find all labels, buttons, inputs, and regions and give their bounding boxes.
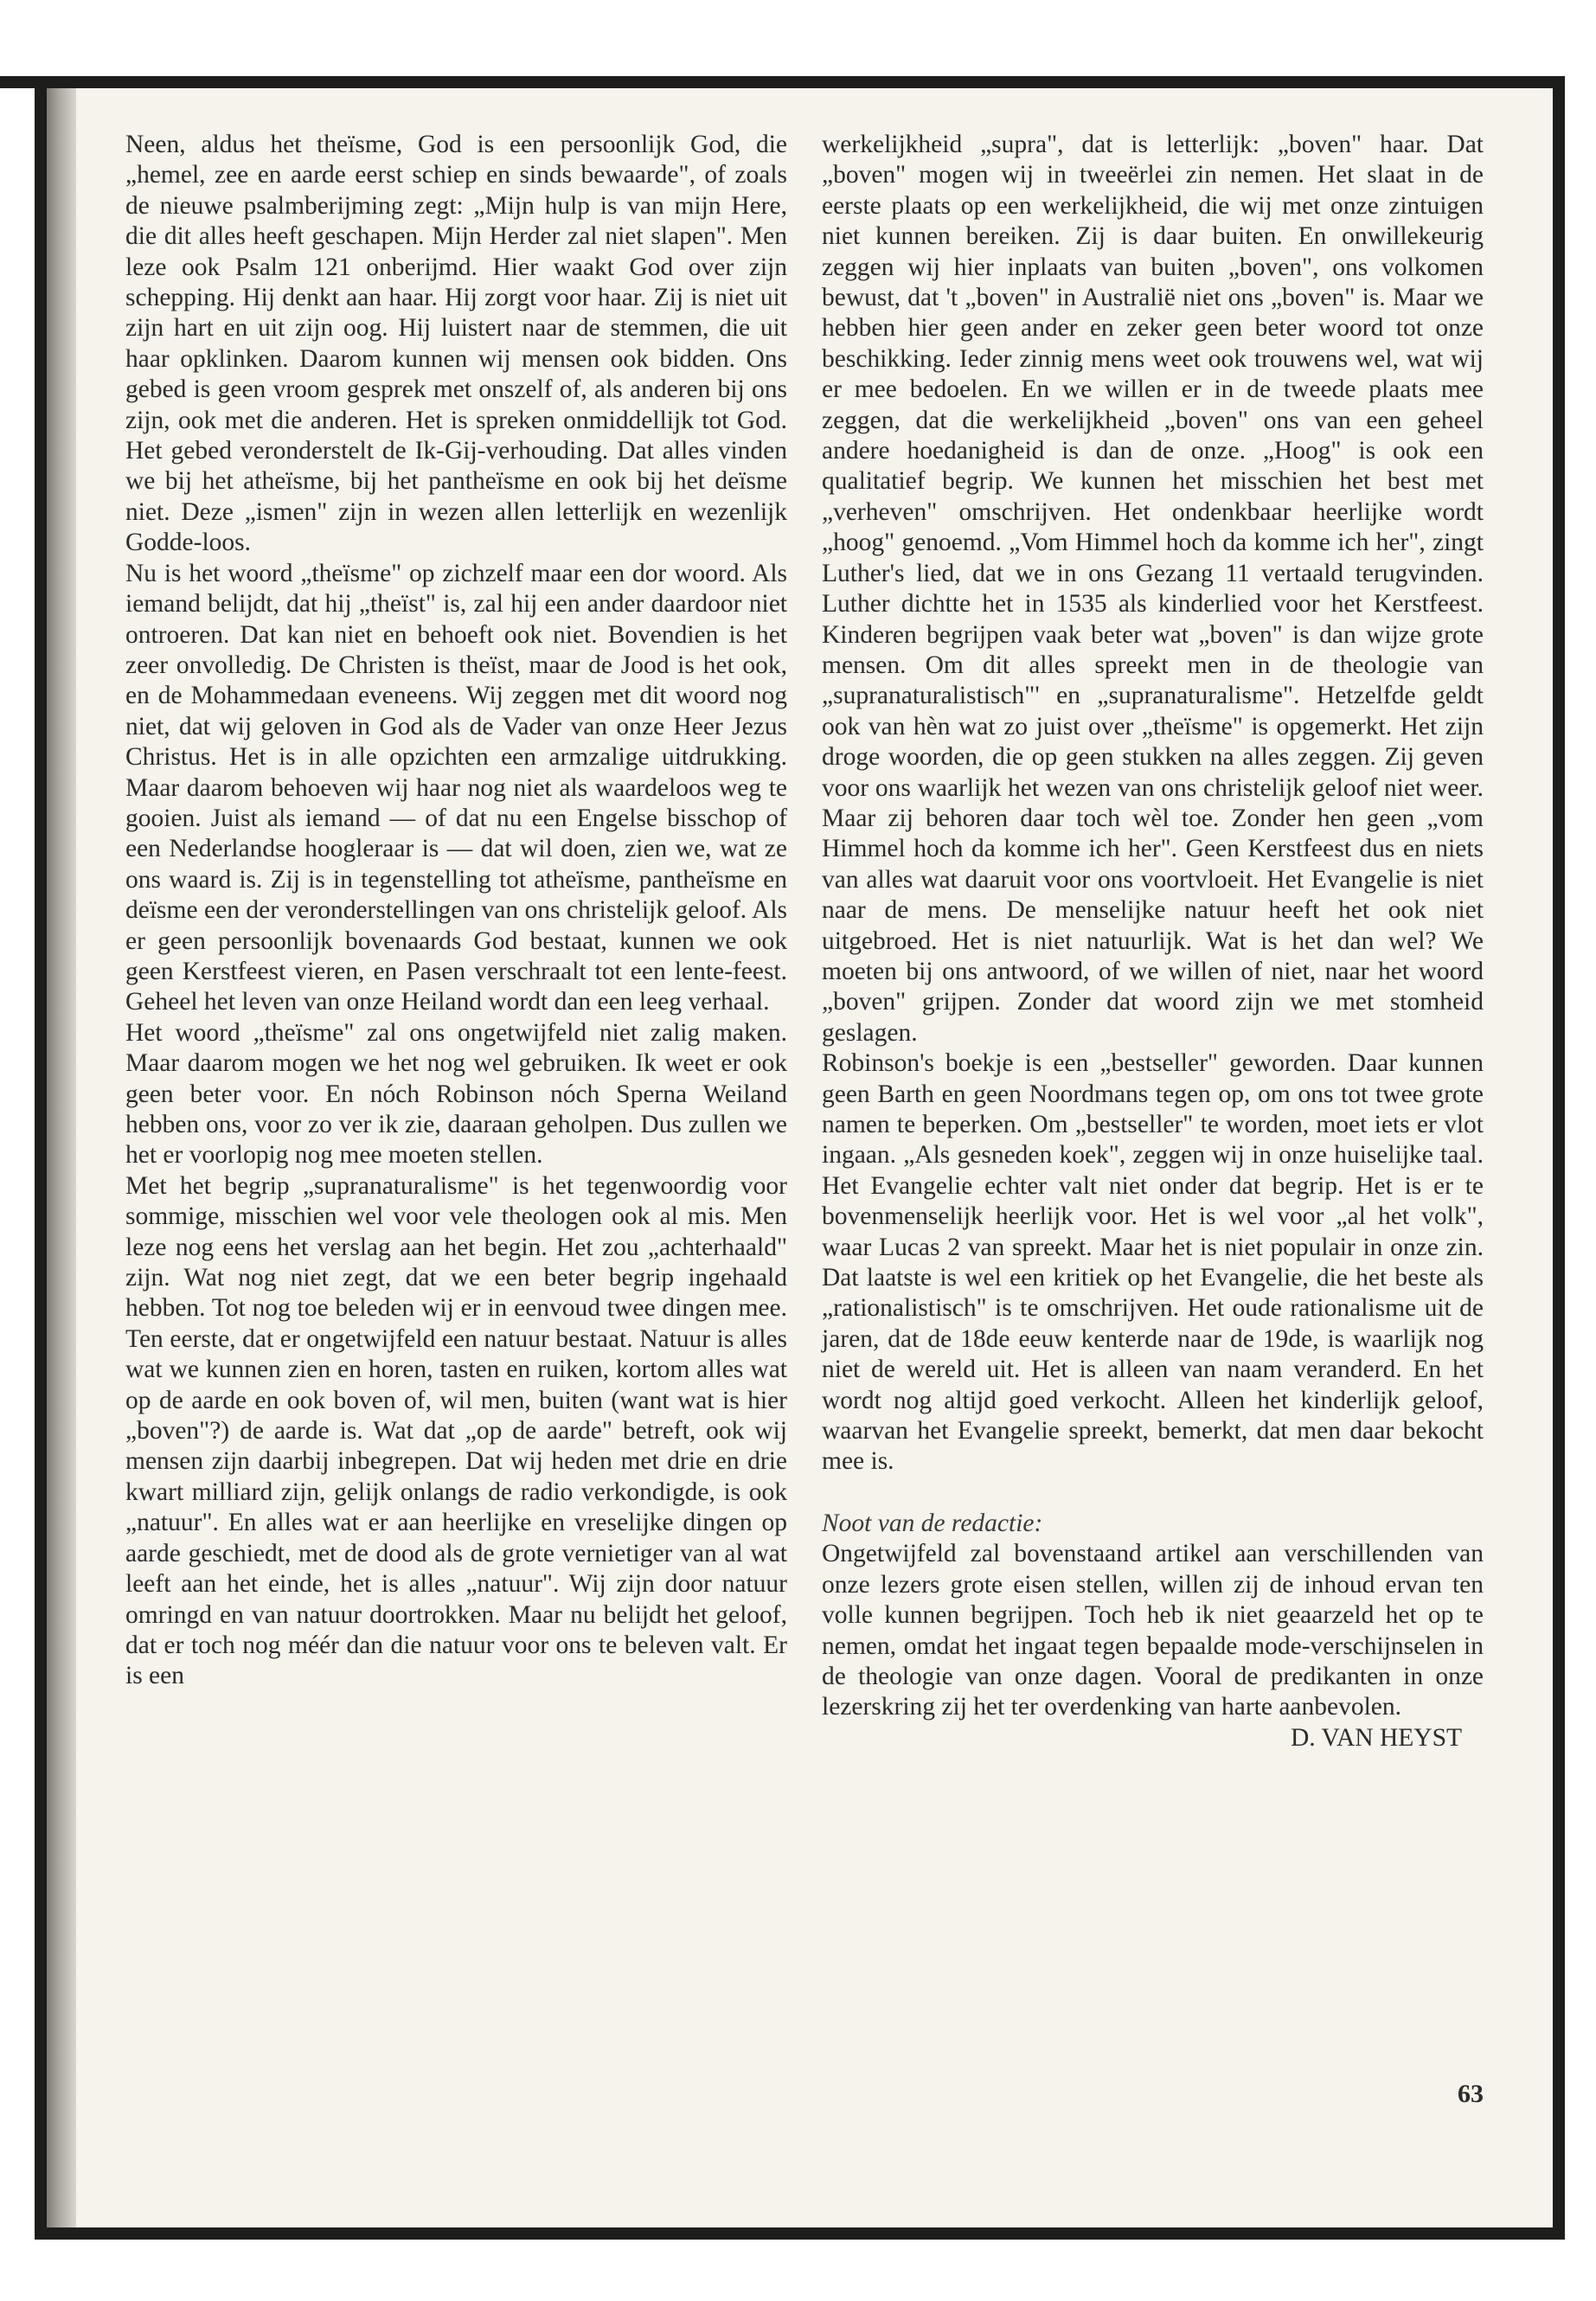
article-paragraph: Robinson's boekje is een „bestseller" geworden. Daar kunnen geen Barth en geen Noordmans tegen op, om ons tot twee grote namen te beperken. Om „bestseller" te worden, moet iets er vlot ingaan. „Als gesneden koek", zeggen wij in onze huiselijke taal. Het Evangelie echter valt niet onder dat begrip. Het is er te bovenmenselijk heerlijk voor. Het is wel voor „al het volk", waar Lucas 2 van spreekt. Maar het is niet populair in onze zin. Dat laatste is wel een kritiek op het Evangelie, die het beste als „rationalistisch" is te omschrijven. Het oude rationalisme uit de jaren, dat de 18de eeuw kenterde naar de 19de, is waarlijk nog niet de wereld uit. Het is alleen van naam veranderd. En het wordt nog altijd goed verkocht. Alleen het kinderlijk geloof, waarvan het Evangelie spreekt, bemerkt, dat men daar bekocht mee is.	[822, 1049, 1484, 1476]
article-paragraph: Met het begrip „supranaturalisme" is het tegenwoordig voor sommige, misschien wel voor vele theologen ook al mis. Men leze nog eens het verslag aan het begin. Het zou „achterhaald" zijn. Wat nog niet zegt, dat we een beter begrip ingehaald hebben. Tot nog toe beleden wij er in eenvoud twee dingen mee. Ten eerste, dat er ongetwijfeld een natuur bestaat. Natuur is alles wat we kunnen zien en horen, tasten en ruiken, kortom alles wat op de aarde en ook boven of, wil men, buiten (want wat is hier „boven"?) de aarde is. Wat dat „op de aarde" betreft, ook wij mensen zijn daarbij inbegrepen. Dat wij heden met drie en drie kwart milliard zijn, gelijk onlangs de radio verkondigde, is ook „natuur". En alles wat er aan heerlijke en vreselijke dingen op aarde geschiedt, met de dood als de grote vernietiger van al wat leeft aan het einde, het is alles „natuur". Wij zijn door natuur omringd en van natuur doortrokken. Maar nu belijdt het geloof, dat er toch nog méér dan die natuur voor ons te beleven valt. Er is een	[125, 1171, 787, 1690]
article-paragraph: Neen, aldus het theïsme, God is een persoonlijk God, die „hemel, zee en aarde eerst schiep en sinds bewaarde", of zoals de nieuwe psalmberijming zegt: „Mijn hulp is van mijn Here, die dit alles heeft geschapen. Mijn Herder zal niet slapen". Men leze ook Psalm 121 onberijmd. Hier waakt God over zijn schepping. Hij denkt aan haar. Hij zorgt voor haar. Zij is niet uit zijn hart en uit zijn oog. Hij luistert naar de stemmen, die uit haar opklinken. Daarom kunnen wij mensen ook bidden. Ons gebed is geen vroom gesprek met onszelf of, als anderen bij ons zijn, ook met die anderen. Het is spreken onmiddellijk tot God. Het gebed veronderstelt de Ik-Gij-verhouding. Dat alles vinden we bij het atheïsme, bij het pantheïsme en ook bij het deïsme niet. Deze „ismen" zijn in wezen allen letterlijk en wezenlijk Godde-loos.	[125, 131, 787, 557]
frame-right-border	[1553, 76, 1565, 2239]
left-column	[125, 130, 787, 1692]
article-paragraph: Het woord „theïsme" zal ons ongetwijfeld niet zalig maken. Maar daarom mogen we het nog wel gebruiken. Ik weet er ook geen beter voor. En nóch Robinson nóch Sperna Weiland hebben ons, voor zo ver ik zie, daaraan geholpen. Dus zullen we het er voorlopig nog mee moeten stellen.	[125, 1018, 787, 1170]
frame-left-border	[35, 76, 47, 2240]
editor-note-text: Ongetwijfeld zal bovenstaand artikel aan verschillenden van onze lezers grote eisen stellen, willen zij de inhoud ervan ten volle kunnen begrijpen. Toch heb ik niet geaarzeld het op te nemen, omdat het ingaat tegen bepaalde mode-verschijnselen in de theologie van onze dagen. Vooral de predikanten in onze lezerskring zij het ter overdenking van harte aanbevolen.	[822, 1540, 1484, 1721]
page-number: 63	[1458, 2080, 1484, 2108]
frame-bottom-border	[35, 2227, 1565, 2240]
article-paragraph: werkelijkheid „supra", dat is letterlijk: „boven" haar. Dat „boven" mogen wij in tweeërlei zin nemen. Het slaat in de eerste plaats op een werkelijkheid, die wij met onze zintuigen niet kunnen bereiken. Zij is daar buiten. En onwillekeurig zeggen wij hier inplaats van buiten „boven", ons volkomen bewust, dat 't „boven" in Australië niet ons „boven" is. Maar we hebben hier geen ander en zeker geen beter woord tot onze beschikking. Ieder zinnig mens weet ook trouwens wel, wat wij er mee bedoelen. En we willen er in de tweede plaats mee zeggen, dat die werkelijkheid „boven" ons van een geheel andere hoedanigheid is dan de onze. „Hoog" is ook een qualitatief begrip. We kunnen het misschien het best met „verheven" omschrijven. Het ondenkbaar heerlijke wordt „hoog" genoemd. „Vom Himmel hoch da komme ich her", zingt Luther's lied, dat we in ons Gezang 11 vertaald terugvinden. Luther dichtte het in 1535 als kinderlied voor het Kerstfeest. Kinderen begrijpen vaak beter wat „boven" is dan wijze grote mensen. Om dit alles spreekt men in de theologie van „supranaturalistisch"' en „supranaturalisme". Hetzelfde geldt ook van hèn wat zo juist over „theïsme" is opgemerkt. Het zijn droge woorden, die op geen stukken na alles zeggen. Zij geven voor ons waarlijk het wezen van ons christelijk geloof niet weer. Maar zij behoren daar toch wèl toe. Zonder hen geen „vom Himmel hoch da komme ich her". Geen Kerstfeest dus en niets van alles wat daaruit voor ons voortvloeit. Het Evangelie is niet naar de mens. De menselijke natuur heeft het ook niet uitgebroed. Het is niet natuurlijk. Wat is het dan wel? We moeten bij ons antwoord, of we willen of niet, naar het woord „boven" grijpen. Zonder dat woord zijn we met stomheid geslagen.	[822, 131, 1484, 1047]
article-paragraph: Nu is het woord „theïsme" op zichzelf maar een dor woord. Als iemand belijdt, dat hij „theïst" is, zal hij een ander daardoor niet ontroeren. Dat kan niet en behoeft ook niet. Bovendien is het zeer onvolledig. De Christen is theïst, maar de Jood is het ook, en de Mohammedaan eveneens. Wij zeggen met dit woord nog niet, dat wij geloven in God als de Vader van onze Heer Jezus Christus. Het is in alle opzichten een armzalige uitdrukking. Maar daarom behoeven wij haar nog niet als waardeloos weg te gooien. Juist als iemand — of dat nu een Engelse bisschop of een Nederlandse hoogleraar is — dat wil doen, zien we, wat ze ons waard is. Zij is in tegenstelling tot atheïsme, pantheïsme en deïsme een der veronderstellingen van ons christelijk geloof. Als er geen persoonlijk bovenaards God bestaat, kunnen we ook geen Kerstfeest vieren, en Pasen verschraalt tot een lente-feest. Geheel het leven van onze Heiland wordt dan een leeg verhaal.	[125, 559, 787, 1016]
book-spine-shadow	[47, 88, 76, 2227]
author-signature: D. VAN HEYST	[1290, 1723, 1462, 1752]
right-column	[822, 130, 1484, 1753]
frame-top-border	[0, 76, 1561, 88]
editor-note-heading: Noot van de redactie:	[822, 1509, 1043, 1537]
